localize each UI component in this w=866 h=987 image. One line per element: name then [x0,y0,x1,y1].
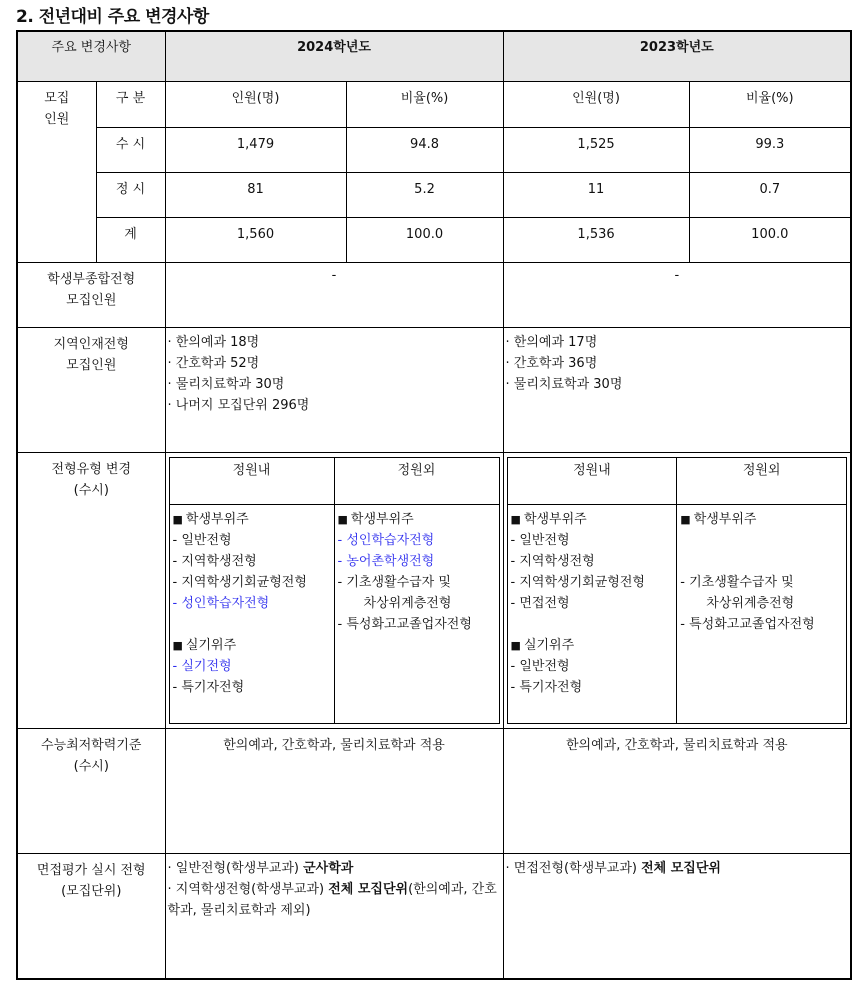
table-row [17,173,851,218]
list-item: · 간호학과 36명 [505,356,598,371]
out-quota-header: 정원외 [677,458,847,505]
list-item: - 일반전형 [510,659,570,674]
regional-2023 [503,328,851,453]
row-category: 수 시 [96,128,165,173]
interview-row [17,854,851,980]
header-change-label: 주요 변경사항 [17,31,165,82]
admission-type-table-2023 [507,457,848,724]
header-row [17,31,851,82]
changes-table [16,30,852,980]
list-item: · 일반전형(학생부교과) 군사학과 [167,861,354,876]
cell-count-2023: 1,525 [503,128,689,173]
header-2023: 2023학년도 [503,31,851,82]
admission-type-row [17,453,851,729]
list-item: - 특성화고교졸업자전형 [680,617,815,632]
cell-ratio-2023: 100.0 [689,218,851,263]
list-item: · 한의예과 18명 [167,335,260,350]
header-2024: 2024학년도 [165,31,503,82]
square-bullet-icon: ■ [172,513,183,526]
cell-count-2023: 11 [503,173,689,218]
emphasis: 전체 모집단위 [328,882,409,897]
list-item-new: - 농어촌학생전형 [337,554,435,569]
interview-2024 [165,854,503,980]
list-item: - 지역학생기회균형전형 [172,575,307,590]
list-item: · 한의예과 17명 [505,335,598,350]
interview-2023 [503,854,851,980]
csat-2023: 한의예과, 간호학과, 물리치료학과 적용 [503,729,851,854]
cell-count-2024: 81 [165,173,346,218]
square-bullet-icon: ■ [510,639,521,652]
admission-type-2023 [503,453,851,729]
emphasis: 전체 모집단위 [641,861,721,876]
list-item: · 물리치료학과 30명 [505,377,623,392]
count-header-2023: 인원(명) [503,82,689,128]
interview-label-line1: 면접평가 실시 전형 [36,863,146,878]
csat-label [17,729,165,854]
cell-ratio-2024: 94.8 [346,128,503,173]
list-item: - 특기자전형 [510,680,583,695]
regional-label-line2: 모집인원 [66,358,117,373]
recruit-label [17,82,96,263]
out-quota-list-2024 [334,505,499,724]
in-quota-list-2023 [507,505,677,724]
cell-ratio-2024: 5.2 [346,173,503,218]
section-title: 2. 전년대비 주요 변경사항 [16,7,209,27]
regional-label-line1: 지역인재전형 [53,337,129,352]
regional-2024 [165,328,503,453]
list-item: - 면접전형 [510,596,570,611]
list-item: - 특성화고교졸업자전형 [337,617,472,632]
list-item-continuation: 차상위계층전형 [706,596,795,611]
cell-ratio-2023: 0.7 [689,173,851,218]
ratio-header-2023: 비율(%) [689,82,851,128]
in-quota-header: 정원내 [169,458,334,505]
admission-type-label-line2: (수시) [73,483,109,498]
regional-row [17,328,851,453]
group-heading: 실기위주 [185,638,237,653]
category-header: 구 분 [96,82,165,128]
table-row [17,128,851,173]
list-item-continuation: 차상위계층전형 [363,596,452,611]
comprehensive-row [17,263,851,328]
recruit-label-line2: 인원 [44,112,70,127]
recruit-label-line1: 모집 [44,91,70,106]
group-heading: 학생부위주 [693,512,757,527]
recruit-header-row [17,82,851,128]
cell-count-2024: 1,479 [165,128,346,173]
square-bullet-icon: ■ [510,513,521,526]
list-item: · 물리치료학과 30명 [167,377,285,392]
interview-label-line2: (모집단위) [61,884,122,899]
list-item: · 간호학과 52명 [167,356,260,371]
admission-type-label-line1: 전형유형 변경 [51,462,131,477]
list-item-new: - 실기전형 [172,659,232,674]
csat-label-line2: (수시) [73,759,109,774]
out-quota-list-2023 [677,505,847,724]
cell-ratio-2024: 100.0 [346,218,503,263]
list-item: - 지역학생기회균형전형 [510,575,645,590]
list-item: - 일반전형 [510,533,570,548]
list-item: - 특기자전형 [172,680,245,695]
row-category: 정 시 [96,173,165,218]
in-quota-header: 정원내 [507,458,677,505]
square-bullet-icon: ■ [680,513,691,526]
csat-2024: 한의예과, 간호학과, 물리치료학과 적용 [165,729,503,854]
list-item: · 나머지 모집단위 296명 [167,398,310,413]
cell-count-2023: 1,536 [503,218,689,263]
square-bullet-icon: ■ [172,639,183,652]
list-item: - 기초생활수급자 및 [337,575,451,590]
cell-count-2024: 1,560 [165,218,346,263]
ratio-header-2024: 비율(%) [346,82,503,128]
count-header-2024: 인원(명) [165,82,346,128]
csat-label-line1: 수능최저학력기준 [41,738,142,753]
list-item-new: - 성인학습자전형 [337,533,435,548]
comprehensive-2024: - [165,263,503,328]
in-quota-list-2024 [169,505,334,724]
list-item: · 면접전형(학생부교과) 전체 모집단위 [505,861,721,876]
emphasis: 군사학과 [303,861,354,876]
row-category: 계 [96,218,165,263]
comprehensive-2023: - [503,263,851,328]
csat-row [17,729,851,854]
list-item: - 기초생활수급자 및 [680,575,794,590]
list-item: - 지역학생전형 [510,554,595,569]
admission-type-label [17,453,165,729]
group-heading: 학생부위주 [185,512,249,527]
square-bullet-icon: ■ [337,513,348,526]
comprehensive-label-line1: 학생부종합전형 [47,272,136,287]
admission-type-2024 [165,453,503,729]
group-heading: 실기위주 [523,638,575,653]
cell-ratio-2023: 99.3 [689,128,851,173]
list-item: - 일반전형 [172,533,232,548]
group-heading: 학생부위주 [350,512,414,527]
list-item: - 지역학생전형 [172,554,257,569]
table-row [17,218,851,263]
group-heading: 학생부위주 [523,512,587,527]
regional-label [17,328,165,453]
comprehensive-label [17,263,165,328]
admission-type-table-2024 [169,457,500,724]
list-item: · 지역학생전형(학생부교과) 전체 모집단위(한의예과, 간호학과, 물리치료학과 제외) [167,882,497,918]
comprehensive-label-line2: 모집인원 [66,293,117,308]
list-item-new: - 성인학습자전형 [172,596,270,611]
out-quota-header: 정원외 [334,458,499,505]
interview-label [17,854,165,980]
